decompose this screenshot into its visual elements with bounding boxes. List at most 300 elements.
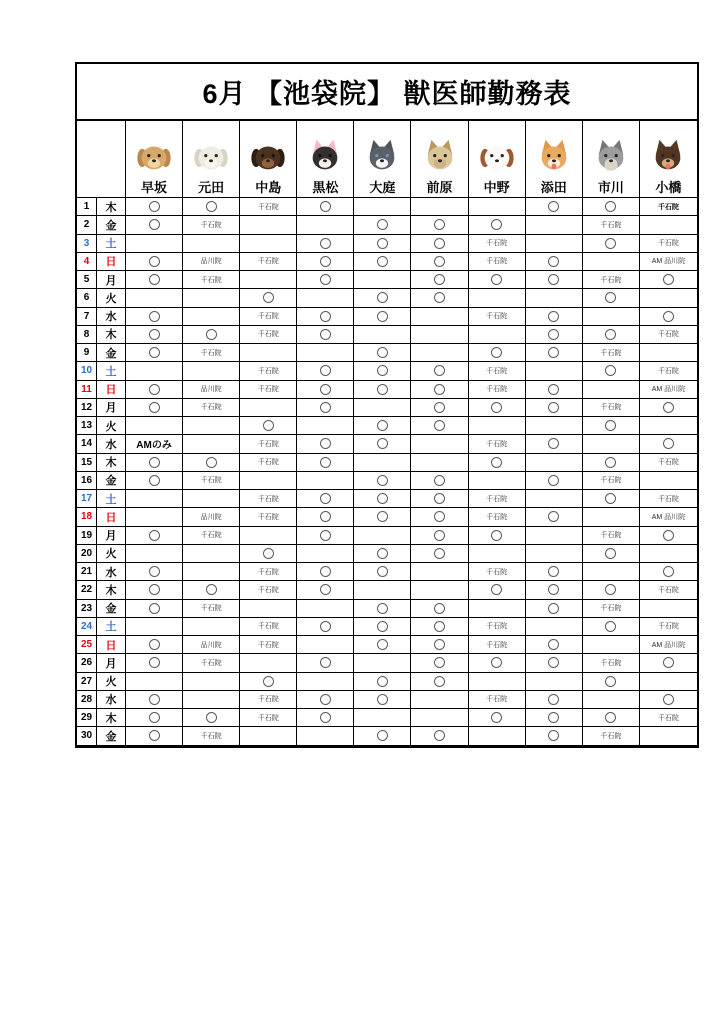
schedule-cell	[469, 508, 526, 526]
schedule-cell	[183, 673, 240, 691]
work-circle-mark	[548, 347, 559, 358]
schedule-cell	[469, 362, 526, 380]
schedule-cell	[583, 435, 640, 453]
schedule-cell	[469, 636, 526, 654]
schedule-cell	[583, 399, 640, 417]
dog-avatar-icon	[363, 138, 401, 181]
clinic-note-text: 千石院	[257, 331, 279, 339]
schedule-cell	[240, 490, 297, 508]
schedule-cell	[183, 490, 240, 508]
schedule-cell	[354, 581, 411, 599]
clinic-note-text: 千石院	[657, 367, 679, 375]
schedule-cell	[354, 545, 411, 563]
schedule-cell	[640, 673, 697, 691]
schedule-cell	[297, 618, 354, 636]
schedule-cell	[583, 326, 640, 344]
work-circle-mark	[320, 438, 331, 449]
clinic-note-text: 千石院	[257, 367, 279, 375]
schedule-cell	[183, 362, 240, 380]
schedule-cell	[583, 490, 640, 508]
day-number-cell: 13	[77, 417, 97, 435]
schedule-cell	[183, 216, 240, 234]
schedule-cell	[411, 709, 468, 727]
schedule-cell	[183, 727, 240, 745]
work-circle-mark	[149, 639, 160, 650]
weekday-cell: 金	[97, 472, 126, 490]
schedule-cell	[354, 709, 411, 727]
schedule-cell	[183, 271, 240, 289]
schedule-cell	[526, 618, 583, 636]
work-circle-mark	[377, 475, 388, 486]
schedule-cell	[469, 490, 526, 508]
schedule-cell	[297, 362, 354, 380]
schedule-cell	[240, 216, 297, 234]
schedule-cell	[297, 454, 354, 472]
schedule-cell	[640, 417, 697, 435]
schedule-cell	[469, 581, 526, 599]
day-number-cell: 6	[77, 289, 97, 307]
schedule-cell	[183, 527, 240, 545]
schedule-cell	[126, 399, 183, 417]
work-circle-mark	[377, 639, 388, 650]
schedule-cell	[297, 289, 354, 307]
clinic-note-text: 千石院	[200, 349, 222, 357]
schedule-cell	[183, 581, 240, 599]
schedule-cell	[297, 600, 354, 618]
schedule-cell	[583, 362, 640, 380]
schedule-cell	[126, 454, 183, 472]
clinic-note-text: 千石院	[257, 714, 279, 722]
vet-name: 添田	[540, 179, 567, 195]
schedule-cell	[411, 490, 468, 508]
vet-header-cell	[183, 121, 240, 197]
schedule-cell	[526, 563, 583, 581]
vet-header-cell	[469, 121, 526, 197]
work-circle-mark	[377, 676, 388, 687]
vet-header-cell	[640, 121, 697, 197]
work-circle-mark	[434, 475, 445, 486]
schedule-cell	[183, 709, 240, 727]
schedule-cell	[411, 691, 468, 709]
dog-avatar-icon	[306, 138, 344, 181]
weekday-cell: 月	[97, 399, 126, 417]
schedule-cell	[240, 472, 297, 490]
schedule-cell	[583, 563, 640, 581]
schedule-cell	[526, 545, 583, 563]
schedule-cell	[469, 527, 526, 545]
schedule-cell	[640, 271, 697, 289]
schedule-cell	[583, 235, 640, 253]
schedule-cell	[354, 362, 411, 380]
weekday-cell: 日	[97, 508, 126, 526]
schedule-cell	[297, 691, 354, 709]
schedule-cell	[126, 216, 183, 234]
work-circle-mark	[434, 511, 445, 522]
work-circle-mark	[548, 438, 559, 449]
schedule-cell	[526, 581, 583, 599]
work-circle-mark	[149, 712, 160, 723]
schedule-cell	[297, 326, 354, 344]
schedule-cell	[297, 673, 354, 691]
work-circle-mark	[663, 566, 674, 577]
schedule-cell	[411, 381, 468, 399]
weekday-cell: 月	[97, 527, 126, 545]
schedule-cell	[526, 527, 583, 545]
work-circle-mark	[206, 712, 217, 723]
schedule-cell	[297, 308, 354, 326]
work-circle-mark	[263, 420, 274, 431]
schedule-cell	[583, 581, 640, 599]
schedule-cell	[583, 508, 640, 526]
schedule-cell	[354, 235, 411, 253]
schedule-cell	[526, 399, 583, 417]
clinic-note-text: 千石院	[257, 568, 279, 576]
schedule-cell	[240, 344, 297, 362]
schedule-cell	[183, 508, 240, 526]
clinic-note-text: 千石院	[486, 623, 508, 631]
schedule-cell	[297, 344, 354, 362]
work-circle-mark	[663, 657, 674, 668]
schedule-cell	[526, 600, 583, 618]
work-circle-mark	[320, 274, 331, 285]
clinic-note-text: AM 品川院	[651, 386, 686, 394]
work-circle-mark	[491, 530, 502, 541]
work-circle-mark	[377, 621, 388, 632]
day-number-cell: 5	[77, 271, 97, 289]
work-circle-mark	[548, 657, 559, 668]
dog-avatar-icon	[249, 138, 287, 181]
schedule-cell	[240, 600, 297, 618]
weekday-cell: 水	[97, 563, 126, 581]
schedule-cell	[183, 399, 240, 417]
vet-name: 中野	[483, 179, 510, 195]
day-number-cell: 7	[77, 308, 97, 326]
schedule-cell	[297, 472, 354, 490]
work-circle-mark	[377, 730, 388, 741]
schedule-cell	[640, 435, 697, 453]
day-number-cell: 8	[77, 326, 97, 344]
schedule-cell	[183, 381, 240, 399]
work-circle-mark	[548, 311, 559, 322]
work-circle-mark	[377, 256, 388, 267]
schedule-cell	[469, 600, 526, 618]
schedule-cell	[640, 563, 697, 581]
schedule-cell	[526, 490, 583, 508]
clinic-note-text: 千石院	[486, 313, 508, 321]
dog-avatar-icon	[192, 138, 230, 181]
schedule-cell	[240, 691, 297, 709]
schedule-cell	[583, 527, 640, 545]
work-circle-mark	[149, 457, 160, 468]
work-circle-mark	[434, 219, 445, 230]
schedule-cell	[469, 308, 526, 326]
vet-name: 元田	[198, 179, 225, 195]
schedule-cell	[640, 235, 697, 253]
work-circle-mark	[434, 603, 445, 614]
work-circle-mark	[320, 402, 331, 413]
schedule-cell	[469, 563, 526, 581]
clinic-note-text: AM 品川院	[651, 513, 686, 521]
schedule-cell	[354, 527, 411, 545]
schedule-cell	[126, 600, 183, 618]
work-circle-mark	[377, 292, 388, 303]
work-circle-mark	[320, 566, 331, 577]
work-circle-mark	[377, 548, 388, 559]
schedule-cell	[354, 253, 411, 271]
schedule-cell	[526, 636, 583, 654]
clinic-note-text: 千石院	[657, 714, 679, 722]
clinic-note-text: 千石院	[200, 221, 222, 229]
schedule-cell	[126, 636, 183, 654]
schedule-cell	[297, 253, 354, 271]
weekday-cell: 土	[97, 235, 126, 253]
schedule-cell	[526, 344, 583, 362]
schedule-cell	[411, 271, 468, 289]
dog-avatar-icon	[535, 138, 573, 181]
clinic-note-text: 千石院	[657, 459, 679, 467]
clinic-note-text: 千石院	[600, 659, 622, 667]
clinic-note-text: 千石院	[257, 459, 279, 467]
schedule-cell	[469, 654, 526, 672]
schedule-cell	[297, 727, 354, 745]
schedule-cell	[526, 381, 583, 399]
schedule-cell	[583, 545, 640, 563]
schedule-cell	[640, 654, 697, 672]
work-circle-mark	[605, 621, 616, 632]
work-circle-mark	[434, 292, 445, 303]
schedule-cell	[526, 654, 583, 672]
work-circle-mark	[548, 730, 559, 741]
clinic-note-text: 千石院	[257, 313, 279, 321]
schedule-cell	[240, 709, 297, 727]
schedule-cell	[240, 271, 297, 289]
work-circle-mark	[491, 402, 502, 413]
schedule-cell	[526, 308, 583, 326]
schedule-cell	[640, 691, 697, 709]
schedule-cell	[583, 654, 640, 672]
work-circle-mark	[320, 457, 331, 468]
schedule-cell	[469, 454, 526, 472]
schedule-cell	[411, 454, 468, 472]
schedule-cell	[411, 289, 468, 307]
weekday-cell: 月	[97, 271, 126, 289]
schedule-cell	[411, 198, 468, 216]
day-number-cell: 2	[77, 216, 97, 234]
work-circle-mark	[605, 238, 616, 249]
work-circle-mark	[320, 694, 331, 705]
work-circle-mark	[320, 329, 331, 340]
schedule-cell	[126, 381, 183, 399]
schedule-cell	[354, 727, 411, 745]
day-number-cell: 3	[77, 235, 97, 253]
schedule-cell	[183, 235, 240, 253]
schedule-cell	[526, 271, 583, 289]
schedule-cell	[469, 727, 526, 745]
schedule-cell	[526, 673, 583, 691]
work-circle-mark	[149, 384, 160, 395]
schedule-cell	[526, 253, 583, 271]
work-circle-mark	[434, 676, 445, 687]
work-circle-mark	[149, 347, 160, 358]
clinic-note-text: 千石院	[486, 386, 508, 394]
schedule-cell	[583, 253, 640, 271]
clinic-note-text: 千石院	[657, 331, 679, 339]
vet-header-cell	[526, 121, 583, 197]
schedule-cell	[354, 490, 411, 508]
clinic-note-text: 千石院	[486, 495, 508, 503]
schedule-cell	[240, 399, 297, 417]
weekday-cell: 日	[97, 381, 126, 399]
schedule-cell	[583, 289, 640, 307]
work-circle-mark	[206, 457, 217, 468]
schedule-cell	[126, 654, 183, 672]
clinic-note-text: 千石院	[257, 258, 279, 266]
day-number-cell: 14	[77, 435, 97, 453]
schedule-cell	[583, 636, 640, 654]
schedule-cell	[526, 454, 583, 472]
schedule-cell	[297, 399, 354, 417]
schedule-cell	[469, 344, 526, 362]
work-circle-mark	[434, 238, 445, 249]
work-circle-mark	[605, 584, 616, 595]
schedule-cell	[183, 454, 240, 472]
schedule-cell	[469, 216, 526, 234]
schedule-cell	[411, 472, 468, 490]
page-title: 6月 【池袋院】 獣医師勤務表	[77, 64, 697, 121]
schedule-cell	[411, 545, 468, 563]
clinic-note-text: 千石院	[657, 495, 679, 503]
schedule-cell	[640, 636, 697, 654]
schedule-cell	[126, 344, 183, 362]
schedule-cell	[640, 472, 697, 490]
clinic-note-text: AMのみ	[136, 440, 172, 452]
work-circle-mark	[320, 493, 331, 504]
schedule-cell	[183, 691, 240, 709]
schedule-cell	[354, 435, 411, 453]
schedule-cell	[526, 472, 583, 490]
schedule-cell	[583, 271, 640, 289]
weekday-cell: 土	[97, 362, 126, 380]
vet-name: 大庭	[369, 179, 396, 195]
schedule-cell	[354, 308, 411, 326]
vet-header-row	[77, 121, 697, 198]
schedule-sheet	[75, 62, 699, 748]
work-circle-mark	[605, 201, 616, 212]
clinic-note-text: 品川院	[200, 386, 222, 394]
schedule-cell	[240, 381, 297, 399]
work-circle-mark	[149, 274, 160, 285]
schedule-cell	[240, 527, 297, 545]
work-circle-mark	[320, 201, 331, 212]
day-number-cell: 16	[77, 472, 97, 490]
work-circle-mark	[548, 201, 559, 212]
work-circle-mark	[605, 493, 616, 504]
day-number-cell: 27	[77, 673, 97, 691]
vet-name: 市川	[597, 179, 624, 195]
schedule-cell	[126, 490, 183, 508]
clinic-note-text: 品川院	[200, 258, 222, 266]
day-number-cell: 23	[77, 600, 97, 618]
weekday-cell: 木	[97, 454, 126, 472]
clinic-note-text: 千石院	[486, 641, 508, 649]
schedule-cell	[354, 600, 411, 618]
work-circle-mark	[149, 402, 160, 413]
weekday-cell: 金	[97, 216, 126, 234]
schedule-cell	[640, 709, 697, 727]
work-circle-mark	[491, 584, 502, 595]
schedule-cell	[297, 508, 354, 526]
weekday-cell: 木	[97, 581, 126, 599]
clinic-note-text: 千石院	[600, 605, 622, 613]
schedule-cell	[297, 527, 354, 545]
schedule-cell	[526, 326, 583, 344]
schedule-cell	[469, 326, 526, 344]
schedule-cell	[640, 545, 697, 563]
schedule-cell	[583, 216, 640, 234]
schedule-cell	[411, 563, 468, 581]
work-circle-mark	[377, 694, 388, 705]
schedule-cell	[526, 435, 583, 453]
work-circle-mark	[320, 712, 331, 723]
vet-name: 前原	[426, 179, 453, 195]
weekday-cell: 火	[97, 289, 126, 307]
work-circle-mark	[605, 548, 616, 559]
clinic-note-text: 品川院	[200, 513, 222, 521]
clinic-note-text: AM 品川院	[651, 258, 686, 266]
schedule-cell	[297, 417, 354, 435]
schedule-cell	[640, 727, 697, 745]
weekday-cell: 金	[97, 600, 126, 618]
schedule-cell	[640, 581, 697, 599]
schedule-cell	[354, 508, 411, 526]
schedule-cell	[183, 618, 240, 636]
clinic-note-text: 千石院	[200, 276, 222, 284]
clinic-note-text: 千石院	[657, 623, 679, 631]
weekday-cell: 水	[97, 691, 126, 709]
schedule-cell	[126, 527, 183, 545]
clinic-note-text: 千石院	[657, 240, 679, 248]
vet-name: 中島	[255, 179, 282, 195]
work-circle-mark	[149, 256, 160, 267]
clinic-note-text: 千石院	[200, 404, 222, 412]
schedule-cell	[354, 289, 411, 307]
work-circle-mark	[548, 256, 559, 267]
weekday-cell: 金	[97, 344, 126, 362]
schedule-cell	[354, 399, 411, 417]
schedule-cell	[411, 636, 468, 654]
schedule-cell	[126, 581, 183, 599]
schedule-cell	[469, 198, 526, 216]
schedule-cell	[469, 399, 526, 417]
schedule-cell	[240, 673, 297, 691]
work-circle-mark	[149, 584, 160, 595]
work-circle-mark	[548, 566, 559, 577]
work-circle-mark	[320, 530, 331, 541]
clinic-note-text: 千石院	[657, 203, 679, 211]
schedule-cell	[411, 435, 468, 453]
clinic-note-text: 千石院	[600, 221, 622, 229]
work-circle-mark	[377, 420, 388, 431]
schedule-cell	[583, 691, 640, 709]
work-circle-mark	[434, 420, 445, 431]
work-circle-mark	[605, 365, 616, 376]
dog-avatar-icon	[649, 138, 687, 181]
schedule-cell	[469, 235, 526, 253]
schedule-cell	[354, 636, 411, 654]
work-circle-mark	[149, 730, 160, 741]
work-circle-mark	[663, 530, 674, 541]
work-circle-mark	[206, 584, 217, 595]
